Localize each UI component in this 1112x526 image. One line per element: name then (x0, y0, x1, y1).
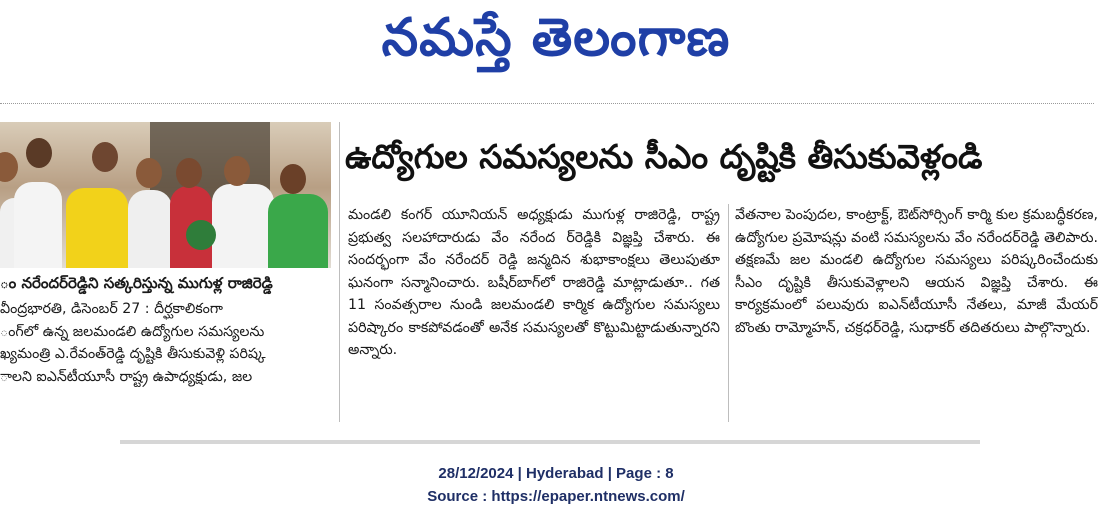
photo-person (268, 194, 328, 268)
article-column-middle: మండలి కంగర్ యూనియన్ అధ్యక్షుడు ముగుళ్ల రాజిరెడ్డి, రాష్ట్ర ప్రభుత్వ సలహాదారుడు వేం నరేంద ర్‌రెడ్డికి విజ్ఞప్తి చేశారు. ఈ సందర్భంగా వేం నరేందర్ రెడ్డి జన్మదిన శుభాకాంక్షలు తెలుపుతూ ఘనంగా సన్మానించారు. బషీర్‌బాగ్‌లో రాజిరెడ్డి మాట్లాడుతూ.. గత 11 సంవత్సరాల నుండి జలమండలి కార్మిక ఉద్యోగుల సమస్యలు పరిష్కారం కాకపోవడంతో అనేక సమస్యలతో కొట్టుమిట్టాడుతున్నారని అన్నారు. (348, 207, 720, 358)
bouquet (186, 220, 216, 250)
photo-person-head (26, 138, 52, 168)
column-line: వీంద్రభారతి, డిసెంబర్ 27 : దీర్ఘకాలికంగా (0, 301, 223, 317)
photo-person-head (224, 156, 250, 186)
column-line: ాలని ఐఎన్‌టీయూసీ రాష్ట్ర ఉపాధ్యక్షుడు, జల (0, 368, 253, 385)
photo-person-head (0, 152, 18, 182)
photo-person-head (136, 158, 162, 188)
photo-caption: ం నరేందర్‌రెడ్డిని సత్కరిస్తున్న ముగుళ్ల రాజిరెడ్డి (0, 274, 273, 292)
photo-person (14, 182, 62, 268)
article-headline: ఉద్యోగుల సమస్యలను సీఎం దృష్టికి తీసుకువెళ్లండి (345, 137, 983, 176)
date-city-page: 28/12/2024 | Hyderabad | Page : 8 (438, 465, 674, 482)
source-link[interactable]: Source : https://epaper.ntnews.com/ (427, 488, 685, 505)
column-divider (339, 122, 340, 422)
photo-person (66, 188, 128, 268)
masthead-divider (0, 103, 1094, 104)
article-column-right: వేతనాల పెంపుదల, కాంట్రాక్ట్, ఔట్‌సోర్సింగ్ కార్మి కుల క్రమబద్ధీకరణ, ఉద్యోగుల ప్రమోషన్లు వంటి సమస్యలను వేం నరేందర్‌రెడ్డి తెలిపారు. తక్షణమే జల మండలి ఉద్యోగుల సమస్యలు పరిష్కరించేందుకు సీఎం దృష్టికి తీసుకువెళ్లాలని ఆయన విజ్ఞప్తి చేశారు. ఈ కార్యక్రమంలో పలువురు ఐఎన్‌టీయూసీ నేతలు, మాజీ మేయర్ బొంతు రామ్మోహన్, చక్రధర్‌రెడ్డి, సుధాకర్ తదితరులు పాల్గొన్నారు. (735, 207, 1098, 336)
column-divider (728, 204, 729, 422)
column-line: ఖ్యమంత్రి ఎ.రేవంత్‌రెడ్డి దృష్టికి తీసుకువెళ్లి పరిష్క (0, 346, 266, 362)
photo-person-head (176, 158, 202, 188)
masthead (0, 0, 1112, 78)
newspaper-logo: నమస్తే తెలంగాణ (381, 8, 731, 68)
source-footer (0, 462, 1112, 508)
photo-person-head (280, 164, 306, 194)
column-line: ంగ్‌లో ఉన్న జలమండలి ఉద్యోగుల సమస్యలను (0, 323, 265, 340)
article-column-left (0, 298, 331, 426)
photo-person-head (92, 142, 118, 172)
photo-person (128, 190, 172, 268)
clipping-bottom-edge (120, 440, 980, 444)
photo-person (212, 184, 274, 268)
news-photo (0, 122, 331, 268)
